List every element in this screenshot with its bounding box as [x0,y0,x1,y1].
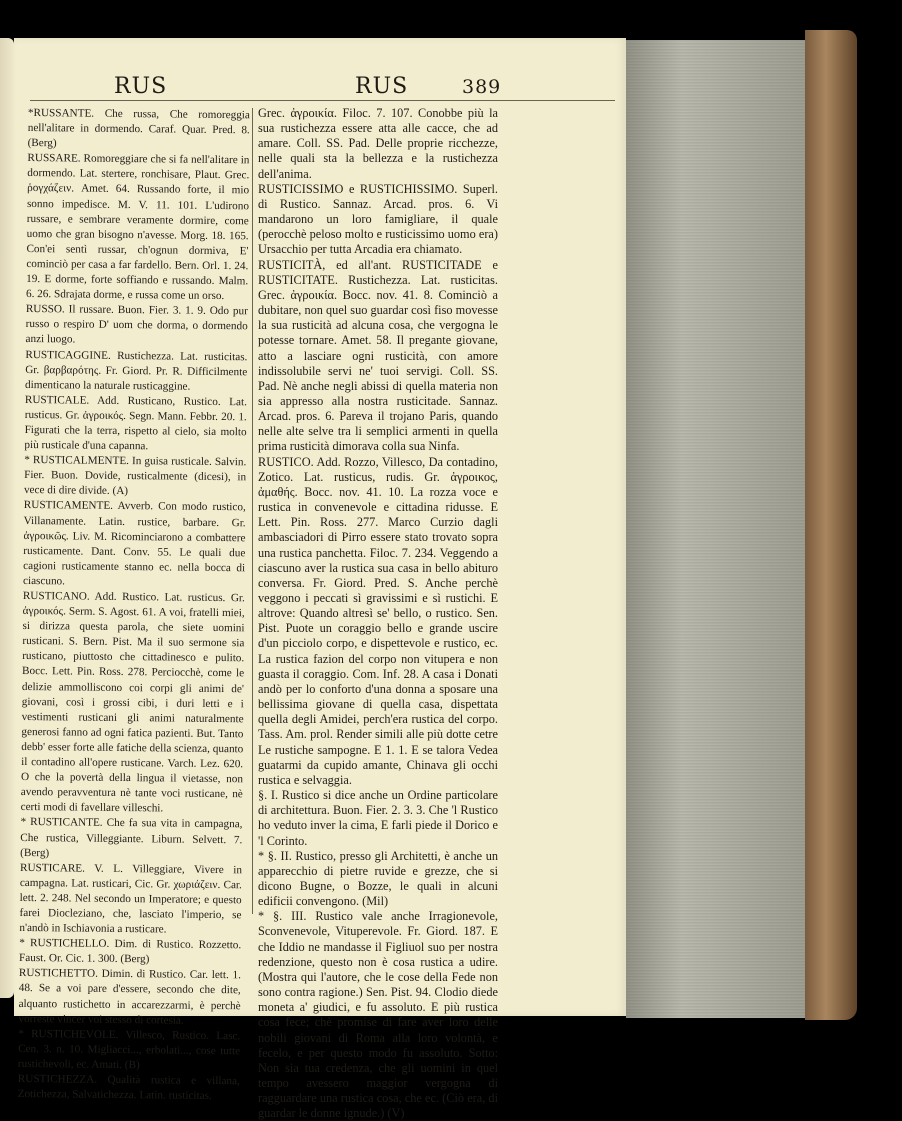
facing-page-edge [0,38,14,998]
entry-rustichezza: RUSTICHEZZA. Qualità rustica e villana, Zotichezza, Salvatichezza. Latin. rusticitas. [17,1072,240,1103]
entry-rusticamente: RUSTICAMENTE. Avverb. Con modo rustico, Villanamente. Latin. rustice, barbare. Gr. ἀγροικῶς. Liv. M. Ricominciarono a combattere rusticamente. Dant. Conv. 55. Le quali due cagioni rusticamente stanno ec. nella bocca di ciascuno. [22,499,246,588]
entry-rustichezza-cont: Grec. ἀγροικία. Filoc. 7. 107. Conobbe più la sua rustichezza essere atta alle cacce, che ad amare. Coll. SS. Pad. Delle proprie ricchezze, nelle quali sta la bellezza e la rustichezza dell'anima. [258,106,498,181]
entry-rusticare: RUSTICARE. V. L. Villeggiare, Vivere in campagna. Lat. rusticari, Cic. Gr. χωριάζειν. Car. lett. 2. 248. Nel secondo un Imperatore; e questo farei Diocleziano, che, lasciato l'imperio, se n'andò in Ischiavonia a rusticare. [19,861,243,936]
entry-rusticissimo: RUSTICISSIMO e RUSTICHISSIMO. Superl. di Rustico. Sannaz. Arcad. pros. 6. Vi mandarono un loro famigliare, il quale (perocchè peloso molto e rusticissimo uomo era) Ursacchio per tutta Arcadia era chiamato. [258,181,498,257]
entry-rustico: RUSTICO. Add. Rozzo, Villesco, Da contadino, Zotico. Lat. rusticus, rudis. Gr. ἀγροικος, ἀμαθής. Bocc. nov. 41. 10. La rozza voce e rustica in convenevole e cittadina ridusse. E Lett. Pin. Ross. 277. Marco Curzio dagli ambasciadori di Pirro essere stato trovato sopra una rustica panchetta. Filoc. 7. 234. Veggendo a ciascuno aver la rustica sua casa in bello abituro conversa. Fr. Giord. Pred. S. Anche perchè veggono i peccati sì gravissimi e sì rustichi. E altrove: Quando altresì se' bello, o rustico. Sen. Pist. Puote un coraggio bello e grande uscire d'un picciolo corpo, e dispettevole e rustico, ec. La rustica fazion del corpo non vitupera e non guasta il coraggio. Com. Inf. 28. A casa i Donati andò per lo conforto d'una donna a sposare una bellissima giovane di quella casa, dispettata quella degli Amidei, perch'era rustica del corpo. Tass. Am. prol. Render simili alle più dotte cetre Le rustiche sampogne. E 1. 1. E se talora Vedea guatarmi da cupido amante, Chinava gli occhi rustica e selvaggia. [258,454,498,787]
right-column [258,106,498,1121]
entry-rusticale: RUSTICALE. Add. Rusticano, Rustico. Lat. rusticus. Gr. ἀγροικός. Segn. Mann. Febbr. 20. 1. Figurati che la terra, rispetto al cielo, sia molto più rusticale d'una capanna. [24,393,247,453]
entry-rusticalmente: * RUSTICALMENTE. In guisa rusticale. Salvin. Fier. Buon. Dovide, rusticalmente (dicesi), in vece di dire divide. (A) [23,454,247,498]
running-head-left: RUS [114,74,168,99]
book-cover [805,30,857,1020]
entry-russante: *RUSSANTE. Che russa, Che romoreggia nell'alitare in dormendo. Caraf. Quar. Pred. 8. (Berg) [27,106,250,150]
column-divider [252,108,253,914]
page-fore-edge [626,40,812,1018]
entry-rustico-s1: §. I. Rustico si dice anche un Ordine particolare di architettura. Buon. Fier. 2. 3. 3. Che 'l Rustico ho veduto inver la cima, E farli piede il Dorico e 'l Corinto. [258,788,498,848]
running-head-right: RUS [355,74,409,99]
entry-rusticano: RUSTICANO. Add. Rustico. Lat. rusticus. Gr. ἀγροικός. Serm. S. Agost. 61. A voi, fratelli miei, si dirizza questa parola, che siete uomini rusticani. S. Bern. Pist. Ma il suo sermone sia rusticano, piuttosto che cittadinesco e pulito. Bocc. Lett. Pin. Ross. 278. Perciocchè, come le delizie ammolliscono coi corpi gli animi de' giovani, così i grossi cibi, i duri letti e i vestimenti rusticani gli animi naturalmente generosi fanno ad ogni fatica pazienti. But. Tanto debb' esser forte alle fatiche della scienza, quanto il contadino all'opere rusticane. Varch. Lez. 620. O che la povertà della lingua il vietasse, non avendo peravventura nè tante voci rusticane, nè certi modi di favellare villeschi. [20,589,245,815]
left-column [18,106,250,1104]
entry-rustico-s2: * §. II. Rustico, presso gli Architetti, è anche un apparecchio di pietre ruvide e grezze, che si dicono Bugne, o Bozze, le quali in alcuni edificii convengono. (Mil) [258,848,498,909]
header-rule [30,100,615,101]
entry-russo: RUSSO. Il russare. Buon. Fier. 3. 1. 9. Odo pur russo o respiro D' uom che dorma, o dormendo anzi luogo. [25,303,248,346]
entry-rustichetto: RUSTICHETTO. Dimin. di Rustico. Car. lett. 1. 48. Se a voi pare d'essere, secondo che dite, alquanto rustichetto in accarezzarmi, è perchè vorreste vincer voi stesso di cortesia. [18,967,241,1027]
entry-russare: RUSSARE. Romoreggiare che si fa nell'alitare in dormendo. Lat. stertere, ronchisare, Plaut. Grec. ῥογχάζειν. Amet. 64. Russando forte, il mio sonno impedisce. M. V. 11. 101. L'udirono russare, e sembrare veramente dormire, come uomo che gran bisogno n'avesse. Morg. 18. 165. Con'ei sentì russar, ch'ognun dormiva, E' cominciò per casa a far fardello. Bern. Orl. 1. 24. 19. E dorme, forte soffiando e russando. Malm. 6. 26. Sdrajata dorme, e russa come un orso. [25,152,250,303]
entry-rusticita: RUSTICITÀ, ed all'ant. RUSTICITADE e RUSTICITATE. Rustichezza. Lat. rusticitas. Grec. ἀγροικία. Bocc. nov. 41. 8. Cominciò a dubitare, non quel suo guardar così fiso movesse la sua rusticità ad alcuna cosa, che vergogna le potesse tornare. Amet. 58. Il pregante giovane, atto a lasciare ogni rusticità, con amore indissolubile servi ne' tuoi servigi. Coll. SS. Pad. Nè anche negli abissi di quella materia non sia appresso alla nostra rusticitade. Sannaz. Arcad. pros. 6. Pareva il trojano Paris, quando nelle alte selve tra li semplici armenti in quella prima rusticità dimorava colla sua Ninfa. [258,257,498,454]
page-number: 389 [462,76,502,98]
entry-rustico-s3: * §. III. Rustico vale anche Irragionevole, Sconvenevole, Vituperevole. Fr. Giord. 187. E che Iddio ne mandasse il Figliuol suo per nostra redenzione, questo non è cosa rustica a udire. (Mostra qui l'autore, che le cose della Fede non sono contra ragione.) Sen. Pist. 94. Clodio diede moneta a' giudici, e fu assoluto. E più rustica cosa fece; chè promise di fare aver loro delle nobili giovani di Roma alla loro volontà, e fecelo, e per questo modo fu assoluto. Sotto: Non sia tua credenza, che gli uomini in quel tempo avessero maggior vergogna di ragguardare una rustica cosa, che ec. (Ciò era, di guardar le donne ignude.) (V) [258,909,498,1121]
entry-rustichevole: * RUSTICHEVOLE. Villesco, Rustico. Lasc. Cen. 3. n. 10. Migliacci..., erbolati..., cose tutte rustichevoli, ec. Amati. (B) [17,1027,241,1072]
entry-rustichello: * RUSTICHELLO. Dim. di Rustico. Rozzetto. Faust. Or. Cic. 1. 300. (Berg) [19,937,242,966]
entry-rusticaggine: RUSTICAGGINE. Rustichezza. Lat. rusticitas. Gr. βαρβαρότης. Fr. Giord. Pr. R. Difficilmente dimenticano la naturale rusticaggine. [25,348,248,393]
entry-rusticante: * RUSTICANTE. Che fa sua vita in campagna, Che rustica, Villeggiante. Liburn. Selvett. 7. (Berg) [20,816,243,859]
